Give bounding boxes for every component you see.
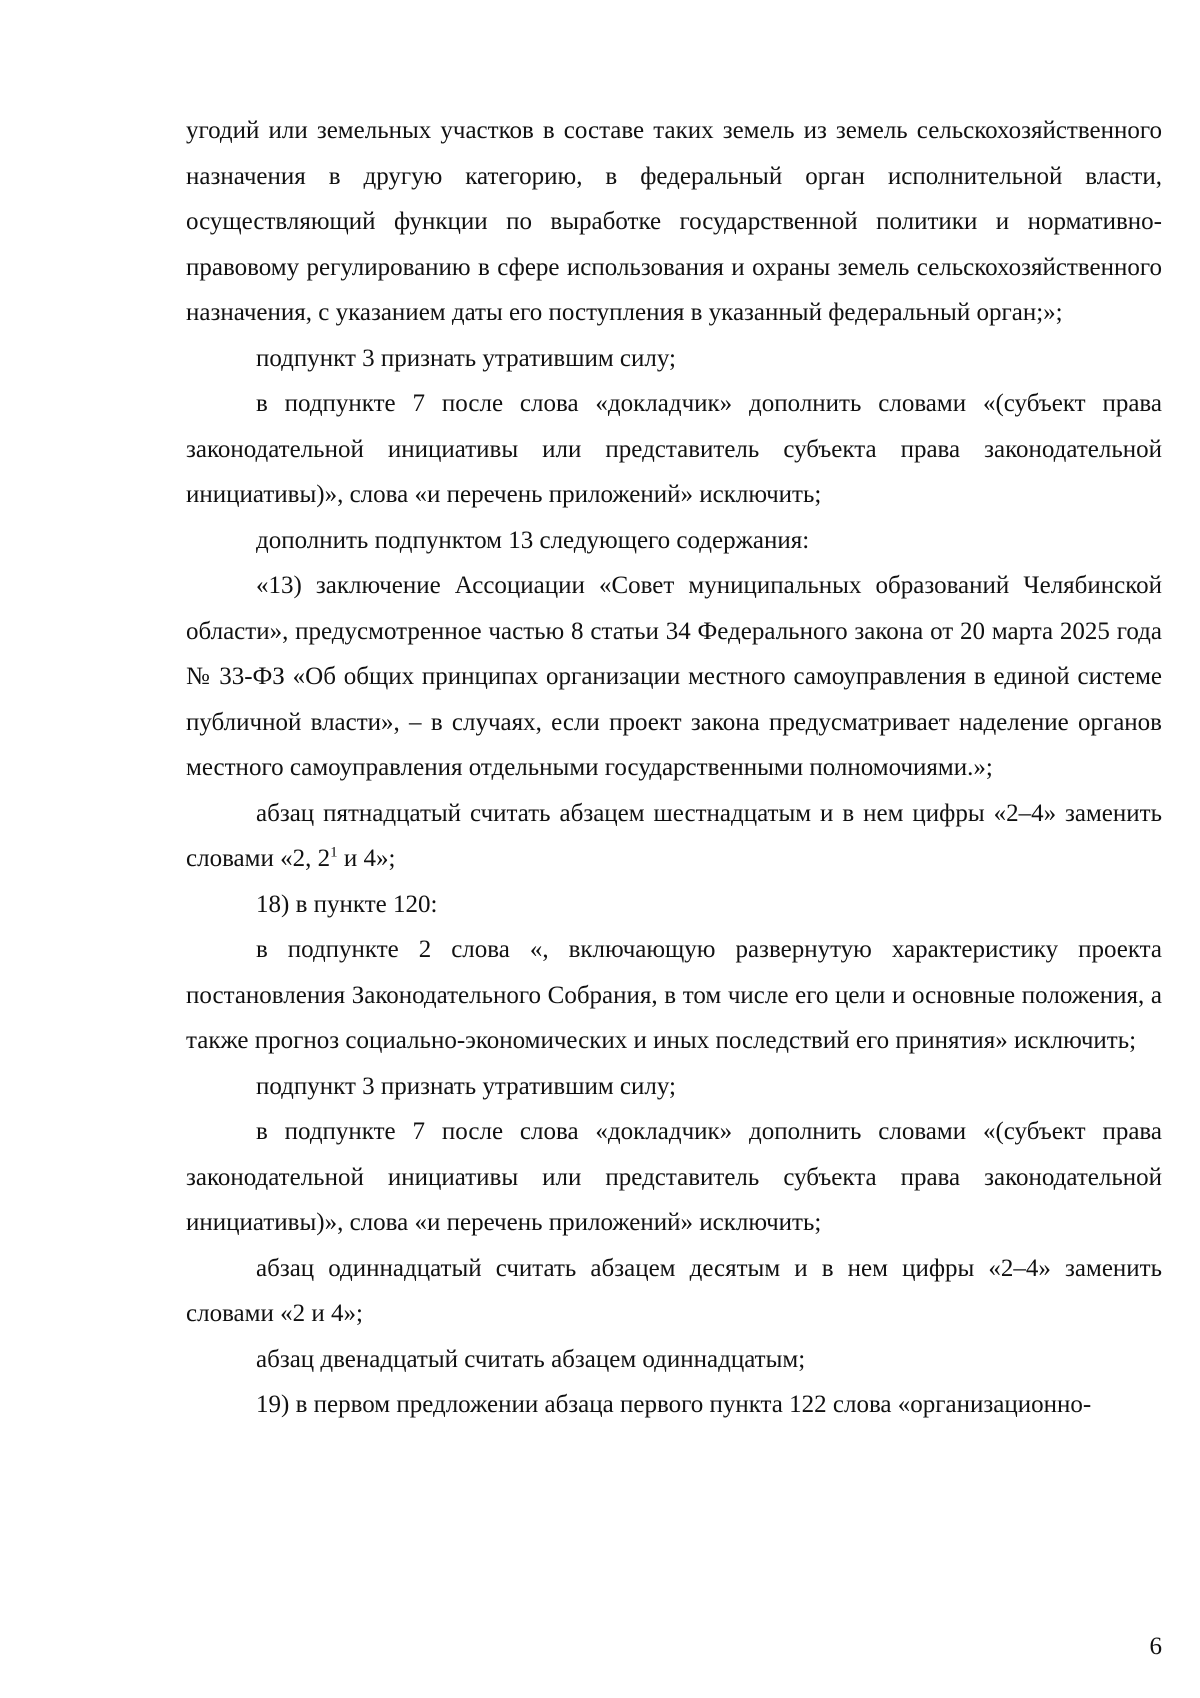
paragraph-fifteenth-text-after: и 4»; bbox=[337, 845, 396, 872]
paragraph-fifteenth-text-before: абзац пятнадцатый считать абзацем шестнадцатым и в нем цифры «2–4» заменить словами «2, 2 bbox=[186, 799, 1162, 872]
paragraph-subpoint-3-repeal-2: подпункт 3 признать утратившим силу; bbox=[256, 1072, 676, 1100]
page-number: 6 bbox=[1149, 1633, 1162, 1660]
paragraph-subpoint-2-amend: в подпункте 2 слова «, включающую развернутую характеристику проекта постановления Законодательного Собрания, в том числе его цели и основные положения, а также прогноз социально-экономических и иных последствий его принятия» исключить; bbox=[186, 936, 1162, 1054]
document-body bbox=[186, 108, 1162, 1428]
paragraph-eleventh-abzac: абзац одиннадцатый считать абзацем десятым и в нем цифры «2–4» заменить словами «2 и 4»; bbox=[186, 1254, 1162, 1327]
paragraph-continuation: угодий или земельных участков в составе таких земель из земель сельскохозяйственного назначения в другую категорию, в федеральный орган исполнительной власти, осуществляющий функции по выработке государственной политики и нормативно-правовому регулированию в сфере использования и охраны земель сельскохозяйственного назначения, с указанием даты его поступления в указанный федеральный орган;»; bbox=[186, 117, 1162, 326]
paragraph-subpoint-7-amend-2: в подпункте 7 после слова «докладчик» дополнить словами «(субъект права законодательной инициативы или представитель субъекта права законодательной инициативы)», слова «и перечень приложений» исключить; bbox=[186, 1118, 1162, 1236]
paragraph-add-subpoint-13: дополнить подпунктом 13 следующего содержания: bbox=[256, 526, 810, 554]
superscript-index: 1 bbox=[330, 844, 338, 861]
paragraph-twelfth-abzac: абзац двенадцатый считать абзацем одиннадцатым; bbox=[256, 1345, 806, 1373]
paragraph-subpoint-3-repeal: подпункт 3 признать утратившим силу; bbox=[256, 344, 676, 372]
paragraph-point-122: 19) в первом предложении абзаца первого пункта 122 слова «организационно- bbox=[256, 1391, 1092, 1418]
paragraph-subpoint-7-amend: в подпункте 7 после слова «докладчик» дополнить словами «(субъект права законодательной инициативы или представитель субъекта права законодательной инициативы)», слова «и перечень приложений» исключить; bbox=[186, 390, 1162, 508]
paragraph-point-120: 18) в пункте 120: bbox=[256, 890, 438, 918]
paragraph-fifteenth-abzac bbox=[186, 791, 1162, 882]
paragraph-subpoint-13-text: «13) заключение Ассоциации «Совет муниципальных образований Челябинской области», предусмотренное частью 8 статьи 34 Федерального закона от 20 марта 2025 года № 33-ФЗ «Об общих принципах организации местного самоуправления в единой системе публичной власти», – в случаях, если проект закона предусматривает наделение органов местного самоуправления отдельными государственными полномочиями.»; bbox=[186, 572, 1162, 781]
